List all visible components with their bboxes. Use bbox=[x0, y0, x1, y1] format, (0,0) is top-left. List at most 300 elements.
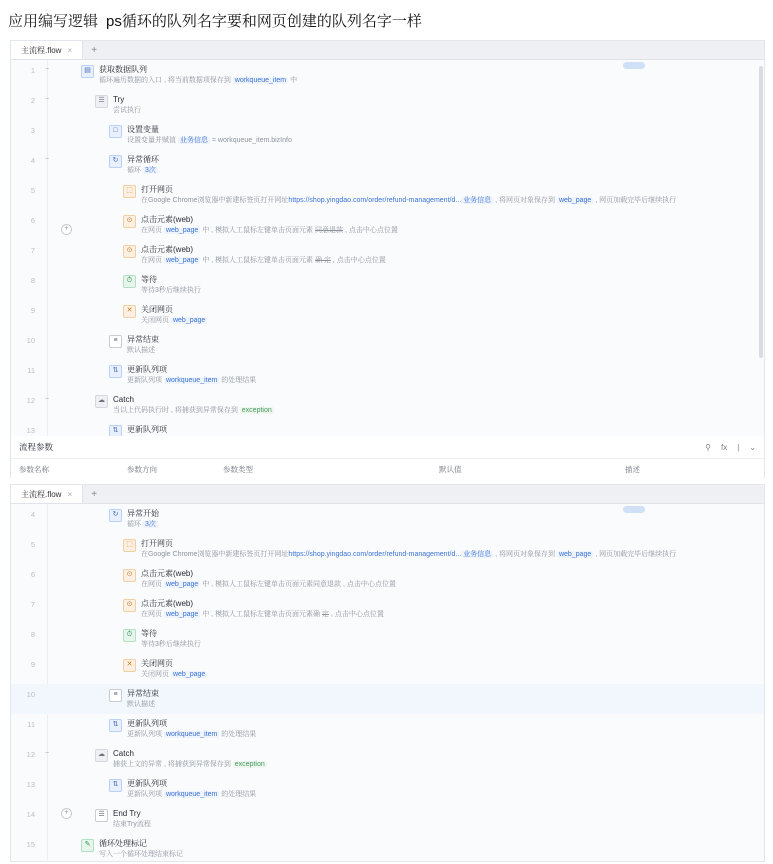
close-icon[interactable]: × bbox=[67, 45, 73, 55]
flow-step-row[interactable] bbox=[11, 390, 764, 420]
flow-editor-bottom bbox=[10, 484, 765, 862]
click-icon bbox=[123, 569, 136, 582]
flow-step-row[interactable] bbox=[11, 180, 764, 210]
tab-main-flow[interactable] bbox=[11, 41, 83, 59]
desc-text: 结束Try流程 bbox=[113, 821, 151, 828]
fold-toggle-icon bbox=[41, 240, 53, 246]
flow-step-body bbox=[53, 534, 764, 564]
line-number: 4 bbox=[30, 156, 35, 165]
flow-step-body bbox=[53, 90, 764, 120]
line-number: 15 bbox=[26, 840, 35, 849]
click-icon bbox=[123, 245, 136, 258]
desc-text-2: 的处理结果 bbox=[219, 731, 257, 738]
icon-glyph: ☰ bbox=[98, 97, 105, 104]
flow-step-texts bbox=[141, 658, 207, 680]
flow-step-body bbox=[53, 270, 764, 300]
desc-text: 捕获上文的异常 , 将捕获到异常保存到 bbox=[113, 761, 233, 768]
icon-glyph: ⊙ bbox=[126, 247, 133, 254]
flow-step-body bbox=[53, 714, 764, 744]
desc-text-2: 中 , 模拟人工鼠标左键单击页面元素 bbox=[200, 227, 315, 234]
desc-text: 默认描述 bbox=[127, 347, 155, 354]
flow-step-description bbox=[113, 405, 274, 416]
flow-step-title: 循环处理标记 bbox=[99, 839, 147, 848]
flow-step-title: Catch bbox=[113, 749, 134, 758]
flow-step-title: 更新队列项 bbox=[127, 779, 167, 788]
desc-text-2: = workqueue_item.bizInfo bbox=[209, 137, 292, 144]
line-number: 13 bbox=[26, 780, 35, 789]
close-web-icon bbox=[123, 305, 136, 318]
fold-toggle-icon[interactable]: − bbox=[44, 396, 50, 403]
flow-params-panel bbox=[10, 436, 765, 479]
icon-glyph: ▤ bbox=[84, 67, 91, 74]
tab-main-flow-bottom[interactable] bbox=[11, 485, 83, 503]
flow-step-texts bbox=[141, 538, 676, 560]
fold-toggle-icon bbox=[41, 804, 53, 810]
icon-glyph: ⬚ bbox=[126, 187, 133, 194]
icon-glyph: ✕ bbox=[126, 307, 133, 314]
flow-step-title: Try bbox=[113, 95, 125, 104]
flow-step-row[interactable] bbox=[11, 330, 764, 360]
flow-step-row[interactable] bbox=[11, 270, 764, 300]
flow-step-body bbox=[53, 834, 764, 864]
flow-step-title: 异常结束 bbox=[127, 335, 159, 344]
fold-toggle-icon bbox=[41, 624, 53, 630]
fold-toggle-icon bbox=[41, 684, 53, 690]
browser-icon bbox=[123, 539, 136, 552]
flow-step-title: Catch bbox=[113, 395, 134, 404]
flow-step-description bbox=[141, 639, 201, 650]
icon-glyph: ☁ bbox=[98, 751, 105, 758]
desc-chip: workqueue_item bbox=[165, 731, 218, 738]
flow-step-row[interactable] bbox=[11, 300, 764, 330]
flow-step-texts bbox=[99, 838, 183, 860]
icon-glyph: ⊙ bbox=[126, 601, 133, 608]
fold-toggle-icon[interactable]: − bbox=[44, 96, 50, 103]
flow-step-title: End Try bbox=[113, 809, 141, 818]
flow-step-body bbox=[53, 624, 764, 654]
loop-end-icon bbox=[109, 335, 122, 348]
flow-step-row[interactable] bbox=[11, 360, 764, 390]
line-number: 12 bbox=[26, 396, 35, 405]
desc-chip-exception: exception bbox=[241, 407, 272, 414]
icon-glyph: ⬚ bbox=[126, 541, 133, 548]
flow-step-row[interactable] bbox=[11, 534, 764, 564]
desc-strike: 定 bbox=[322, 611, 329, 618]
add-tab-button[interactable]: + bbox=[83, 485, 105, 503]
line-number: 10 bbox=[26, 690, 35, 699]
line-number: 5 bbox=[30, 186, 35, 195]
flow-step-description bbox=[141, 255, 386, 266]
flow-step-row[interactable] bbox=[11, 774, 764, 804]
fold-toggle-icon bbox=[41, 774, 53, 780]
line-number: 5 bbox=[30, 540, 35, 549]
desc-text: 尝试执行 bbox=[113, 107, 141, 114]
flow-step-row[interactable] bbox=[11, 564, 764, 594]
browser-icon bbox=[123, 185, 136, 198]
desc-text: 更新队列项 bbox=[127, 731, 164, 738]
queue-icon bbox=[81, 65, 94, 78]
tab-label: 主流程.flow bbox=[21, 489, 62, 499]
flow-step-description bbox=[99, 849, 183, 860]
flow-step-body bbox=[53, 120, 764, 150]
fold-toggle-icon bbox=[41, 654, 53, 660]
icon-glyph: ⊙ bbox=[126, 571, 133, 578]
flow-step-description bbox=[127, 165, 159, 176]
flow-step-row[interactable] bbox=[11, 90, 764, 120]
tabbar-bottom bbox=[11, 485, 764, 504]
flow-step-texts bbox=[127, 688, 159, 710]
col-param-name: 参数名称 bbox=[19, 464, 49, 474]
flow-step-texts bbox=[127, 718, 256, 740]
fold-toggle-icon bbox=[41, 270, 53, 276]
update-queue-icon bbox=[109, 779, 122, 792]
flow-step-description bbox=[113, 105, 141, 116]
desc-text: 在网页 bbox=[141, 257, 164, 264]
flow-params-header bbox=[11, 436, 764, 459]
desc-chip: web_page bbox=[165, 611, 199, 618]
flow-step-texts bbox=[113, 94, 141, 116]
icon-glyph: ≡ bbox=[113, 691, 118, 698]
catch-icon bbox=[95, 395, 108, 408]
flow-step-description bbox=[141, 669, 207, 680]
flow-step-description bbox=[141, 195, 676, 206]
tabbar-top bbox=[11, 41, 764, 60]
desc-text: 循环 bbox=[127, 167, 143, 174]
line-number: 8 bbox=[30, 630, 35, 639]
flow-step-row[interactable] bbox=[11, 120, 764, 150]
desc-chip: web_page bbox=[165, 227, 199, 234]
desc-text: 在网页 bbox=[141, 227, 164, 234]
flow-step-row[interactable] bbox=[11, 804, 764, 834]
desc-url: https://shop.yingdao.com/order/refund-management/d... bbox=[288, 551, 462, 558]
flow-step-body bbox=[53, 774, 764, 804]
loop-end-icon bbox=[109, 689, 122, 702]
flow-step-row[interactable] bbox=[11, 654, 764, 684]
flow-step-title: 异常结束 bbox=[127, 689, 159, 698]
flow-step-description bbox=[141, 609, 384, 620]
desc-text: 在Google Chrome浏览器中新建标签页打开网址 bbox=[141, 197, 289, 204]
flow-step-list-top bbox=[11, 60, 764, 478]
flow-step-description bbox=[127, 789, 256, 800]
desc-text: 设置变量并赋值 bbox=[127, 137, 178, 144]
flow-step-row[interactable] bbox=[11, 594, 764, 624]
desc-chip: 3次 bbox=[144, 167, 156, 174]
desc-chip: 3次 bbox=[144, 521, 156, 528]
flow-step-body bbox=[53, 654, 764, 684]
desc-chip: web_page bbox=[165, 257, 199, 264]
fx-icon[interactable]: fx bbox=[720, 442, 728, 452]
flow-step-body bbox=[53, 300, 764, 330]
flow-step-row[interactable] bbox=[11, 684, 764, 714]
desc-text-2: 中 , 模拟人工鼠标左键单击页面元素 bbox=[200, 257, 315, 264]
flow-step-title: 点击元素(web) bbox=[141, 245, 194, 254]
flow-step-texts bbox=[141, 628, 201, 650]
desc-text-3: , 点击中心点位置 bbox=[329, 611, 384, 618]
line-number: 2 bbox=[30, 96, 35, 105]
flow-step-description bbox=[127, 699, 159, 710]
desc-chip-2: web_page bbox=[558, 197, 592, 204]
click-icon bbox=[123, 599, 136, 612]
add-tab-button[interactable]: + bbox=[83, 41, 105, 59]
desc-chip: 业务信息 bbox=[179, 137, 208, 144]
fold-toggle-icon bbox=[41, 300, 53, 306]
fold-toggle-icon[interactable]: − bbox=[44, 750, 50, 757]
flow-step-body bbox=[53, 60, 764, 90]
flow-step-row[interactable] bbox=[11, 504, 764, 534]
chevron-down-icon[interactable]: ⌄ bbox=[749, 442, 756, 452]
desc-text-2: , 将网页对象保存到 bbox=[493, 197, 557, 204]
try-icon bbox=[95, 95, 108, 108]
desc-text-2: 中 bbox=[288, 77, 298, 84]
flow-step-row[interactable] bbox=[11, 150, 764, 180]
icon-glyph: ⏱ bbox=[126, 277, 133, 284]
desc-text: 循环遍历数据的入口 , 将当前数据项保存到 bbox=[99, 77, 233, 84]
line-number: 6 bbox=[30, 570, 35, 579]
line-number: 9 bbox=[30, 660, 35, 669]
line-number: 4 bbox=[30, 510, 35, 519]
close-icon[interactable]: × bbox=[67, 489, 73, 499]
wait-icon bbox=[123, 629, 136, 642]
fold-toggle-icon[interactable]: − bbox=[44, 66, 50, 73]
fold-toggle-icon bbox=[41, 210, 53, 216]
flow-step-texts bbox=[141, 274, 201, 296]
icon-glyph: ↻ bbox=[112, 511, 119, 518]
line-number: 14 bbox=[26, 810, 35, 819]
flow-step-texts bbox=[141, 184, 676, 206]
desc-text: 更新队列项 bbox=[127, 377, 164, 384]
flow-step-description bbox=[141, 315, 207, 326]
flow-params-title: 流程参数 bbox=[19, 442, 54, 452]
icon-glyph: ⇅ bbox=[112, 367, 119, 374]
desc-chip: 业务信息 bbox=[463, 551, 492, 558]
desc-text-2: 中 , 模拟人工鼠标左键单击页面元素确 bbox=[200, 611, 322, 618]
desc-text-2: 的处理结果 bbox=[219, 791, 257, 798]
flow-step-title: 异常开始 bbox=[127, 509, 159, 518]
line-number: 9 bbox=[30, 306, 35, 315]
desc-text: 更新队列项 bbox=[127, 791, 164, 798]
flow-step-description bbox=[99, 75, 297, 86]
flow-canvas-top[interactable] bbox=[11, 60, 764, 436]
desc-text: 循环 bbox=[127, 521, 143, 528]
desc-text: 关闭网页 bbox=[141, 317, 171, 324]
add-step-button[interactable]: + bbox=[61, 808, 72, 819]
end-try-icon bbox=[95, 809, 108, 822]
flow-step-body bbox=[53, 360, 764, 390]
fold-toggle-icon bbox=[41, 504, 53, 510]
flow-step-body bbox=[53, 330, 764, 360]
flow-editor-top bbox=[10, 40, 765, 438]
flow-step-row[interactable] bbox=[11, 714, 764, 744]
fold-toggle-icon bbox=[41, 120, 53, 126]
flow-step-title: 点击元素(web) bbox=[141, 215, 194, 224]
desc-text-3: , 点击中心点位置 bbox=[343, 581, 396, 588]
flow-step-body bbox=[53, 180, 764, 210]
flow-step-body bbox=[53, 564, 764, 594]
desc-text: 在网页 bbox=[141, 581, 164, 588]
flow-step-row[interactable] bbox=[11, 240, 764, 270]
flow-step-row[interactable] bbox=[11, 210, 764, 240]
desc-text: 关闭网页 bbox=[141, 671, 171, 678]
line-number: 7 bbox=[30, 246, 35, 255]
tab-label: 主流程.flow bbox=[21, 45, 62, 55]
flow-step-row[interactable] bbox=[11, 744, 764, 774]
flow-step-description bbox=[127, 135, 292, 146]
line-number: 11 bbox=[27, 720, 35, 729]
fold-toggle-icon bbox=[41, 420, 53, 426]
desc-text-3: , 点击中心点位置 bbox=[343, 227, 398, 234]
fold-toggle-icon bbox=[41, 834, 53, 840]
desc-text-3: , 点击中心点位置 bbox=[330, 257, 386, 264]
flow-canvas-bottom[interactable] bbox=[11, 504, 764, 860]
line-number: 13 bbox=[26, 426, 35, 435]
flow-step-body bbox=[53, 684, 764, 714]
line-number: 6 bbox=[30, 216, 35, 225]
flow-step-title: 等待 bbox=[141, 629, 157, 638]
line-number: 11 bbox=[27, 366, 35, 375]
divider: | bbox=[737, 442, 740, 452]
fold-toggle-icon bbox=[41, 360, 53, 366]
desc-strike: 同意退款 bbox=[315, 227, 343, 234]
flow-step-body bbox=[53, 390, 764, 420]
fold-toggle-icon[interactable]: − bbox=[44, 156, 50, 163]
flow-step-title: 打开网页 bbox=[141, 185, 173, 194]
fold-toggle-icon bbox=[41, 534, 53, 540]
update-queue-icon bbox=[109, 365, 122, 378]
desc-chip: 业务信息 bbox=[463, 197, 492, 204]
icon-glyph: ✕ bbox=[126, 661, 133, 668]
flow-step-title: 更新队列项 bbox=[127, 719, 167, 728]
flow-step-texts bbox=[113, 748, 267, 770]
page-title-part1: 应用编写逻辑 bbox=[8, 12, 99, 30]
flow-step-description bbox=[113, 759, 267, 770]
icon-glyph: ☁ bbox=[98, 397, 105, 404]
flow-params-columns bbox=[11, 459, 764, 479]
desc-text-3: , 网页加载完毕后继续执行 bbox=[593, 197, 677, 204]
flow-step-title: 更新队列项 bbox=[127, 365, 167, 374]
desc-text: 当以上代码执行时 , 将捕获到异常保存到 bbox=[113, 407, 240, 414]
flow-step-description bbox=[141, 225, 398, 236]
wait-icon bbox=[123, 275, 136, 288]
fold-toggle-icon bbox=[41, 564, 53, 570]
flow-step-description bbox=[127, 519, 159, 530]
col-param-type: 参数类型 bbox=[223, 464, 253, 474]
line-number: 10 bbox=[26, 336, 35, 345]
fold-toggle-icon bbox=[41, 180, 53, 186]
fold-toggle-icon bbox=[41, 330, 53, 336]
icon-glyph: □ bbox=[113, 127, 118, 134]
flow-step-title: 异常循环 bbox=[127, 155, 159, 164]
desc-chip: web_page bbox=[172, 671, 206, 678]
flow-step-title: 获取数据队列 bbox=[99, 65, 147, 74]
flow-step-texts bbox=[113, 808, 151, 830]
loop-icon bbox=[109, 509, 122, 522]
flow-step-texts bbox=[127, 124, 292, 146]
desc-chip: workqueue_item bbox=[165, 377, 218, 384]
flow-step-row[interactable] bbox=[11, 624, 764, 654]
col-param-desc: 描述 bbox=[625, 464, 640, 474]
flow-step-title: 点击元素(web) bbox=[141, 569, 194, 578]
flow-step-description bbox=[141, 285, 201, 296]
flow-step-title: 设置变量 bbox=[127, 125, 159, 134]
desc-chip: workqueue_item bbox=[165, 791, 218, 798]
close-web-icon bbox=[123, 659, 136, 672]
line-number: 12 bbox=[26, 750, 35, 759]
flow-step-body bbox=[53, 240, 764, 270]
icon-glyph: ⇅ bbox=[112, 721, 119, 728]
desc-chip: workqueue_item bbox=[234, 77, 287, 84]
catch-icon bbox=[95, 749, 108, 762]
flow-step-title: 打开网页 bbox=[141, 539, 173, 548]
flow-step-row[interactable] bbox=[11, 60, 764, 90]
line-number: 3 bbox=[30, 126, 35, 135]
icon-glyph: ⇅ bbox=[112, 781, 119, 788]
icon-glyph: ✎ bbox=[84, 841, 91, 848]
icon-glyph: ⇅ bbox=[112, 427, 119, 434]
icon-glyph: ≡ bbox=[113, 337, 118, 344]
flow-step-title: 点击元素(web) bbox=[141, 599, 194, 608]
flow-step-row[interactable] bbox=[11, 834, 764, 864]
flow-step-body bbox=[53, 150, 764, 180]
flow-step-texts bbox=[141, 244, 386, 266]
search-icon[interactable]: ⚲ bbox=[705, 442, 711, 452]
flow-step-title: 关闭网页 bbox=[141, 659, 173, 668]
desc-chip: web_page bbox=[172, 317, 206, 324]
click-icon bbox=[123, 215, 136, 228]
flow-step-texts bbox=[141, 304, 207, 326]
page-title-part2: ps循环的队列名字要和网页创建的队列名字一样 bbox=[106, 12, 422, 30]
flow-step-body bbox=[53, 804, 764, 834]
add-step-button[interactable]: + bbox=[61, 224, 72, 235]
flow-step-body bbox=[53, 744, 764, 774]
line-number: 1 bbox=[30, 66, 35, 75]
update-queue-icon bbox=[109, 719, 122, 732]
flow-step-description bbox=[141, 579, 396, 590]
flow-step-texts bbox=[127, 364, 256, 386]
desc-text: 等待3秒后继续执行 bbox=[141, 641, 201, 648]
desc-chip-exception: exception bbox=[234, 761, 265, 768]
desc-chip-2: web_page bbox=[558, 551, 592, 558]
flow-step-title: 等待 bbox=[141, 275, 157, 284]
flow-step-description bbox=[113, 819, 151, 830]
flow-step-body bbox=[53, 504, 764, 534]
desc-url: https://shop.yingdao.com/order/refund-management/d... bbox=[288, 197, 462, 204]
line-number: 7 bbox=[30, 600, 35, 609]
flow-step-description bbox=[127, 729, 256, 740]
icon-glyph: ⏱ bbox=[126, 631, 133, 638]
fold-toggle-icon bbox=[41, 714, 53, 720]
col-param-default: 默认值 bbox=[439, 464, 462, 474]
desc-strike: 确 定 bbox=[315, 257, 331, 264]
flow-step-description bbox=[127, 375, 256, 386]
flow-step-texts bbox=[127, 334, 159, 356]
flow-step-texts bbox=[127, 778, 256, 800]
icon-glyph: ☰ bbox=[98, 811, 105, 818]
fold-toggle-icon bbox=[41, 594, 53, 600]
desc-text: 默认描述 bbox=[127, 701, 155, 708]
desc-chip: web_page bbox=[165, 581, 199, 588]
flow-step-texts bbox=[127, 508, 159, 530]
icon-glyph: ↻ bbox=[112, 157, 119, 164]
flow-step-description bbox=[127, 345, 159, 356]
desc-text: 写入一个循环处理结束标记 bbox=[99, 851, 183, 858]
page-title bbox=[0, 0, 773, 40]
col-param-direction: 参数方向 bbox=[127, 464, 157, 474]
loop-icon bbox=[109, 155, 122, 168]
flow-step-texts bbox=[141, 568, 396, 590]
flow-step-description bbox=[141, 549, 676, 560]
icon-glyph: ⊙ bbox=[126, 217, 133, 224]
flow-step-texts bbox=[113, 394, 274, 416]
